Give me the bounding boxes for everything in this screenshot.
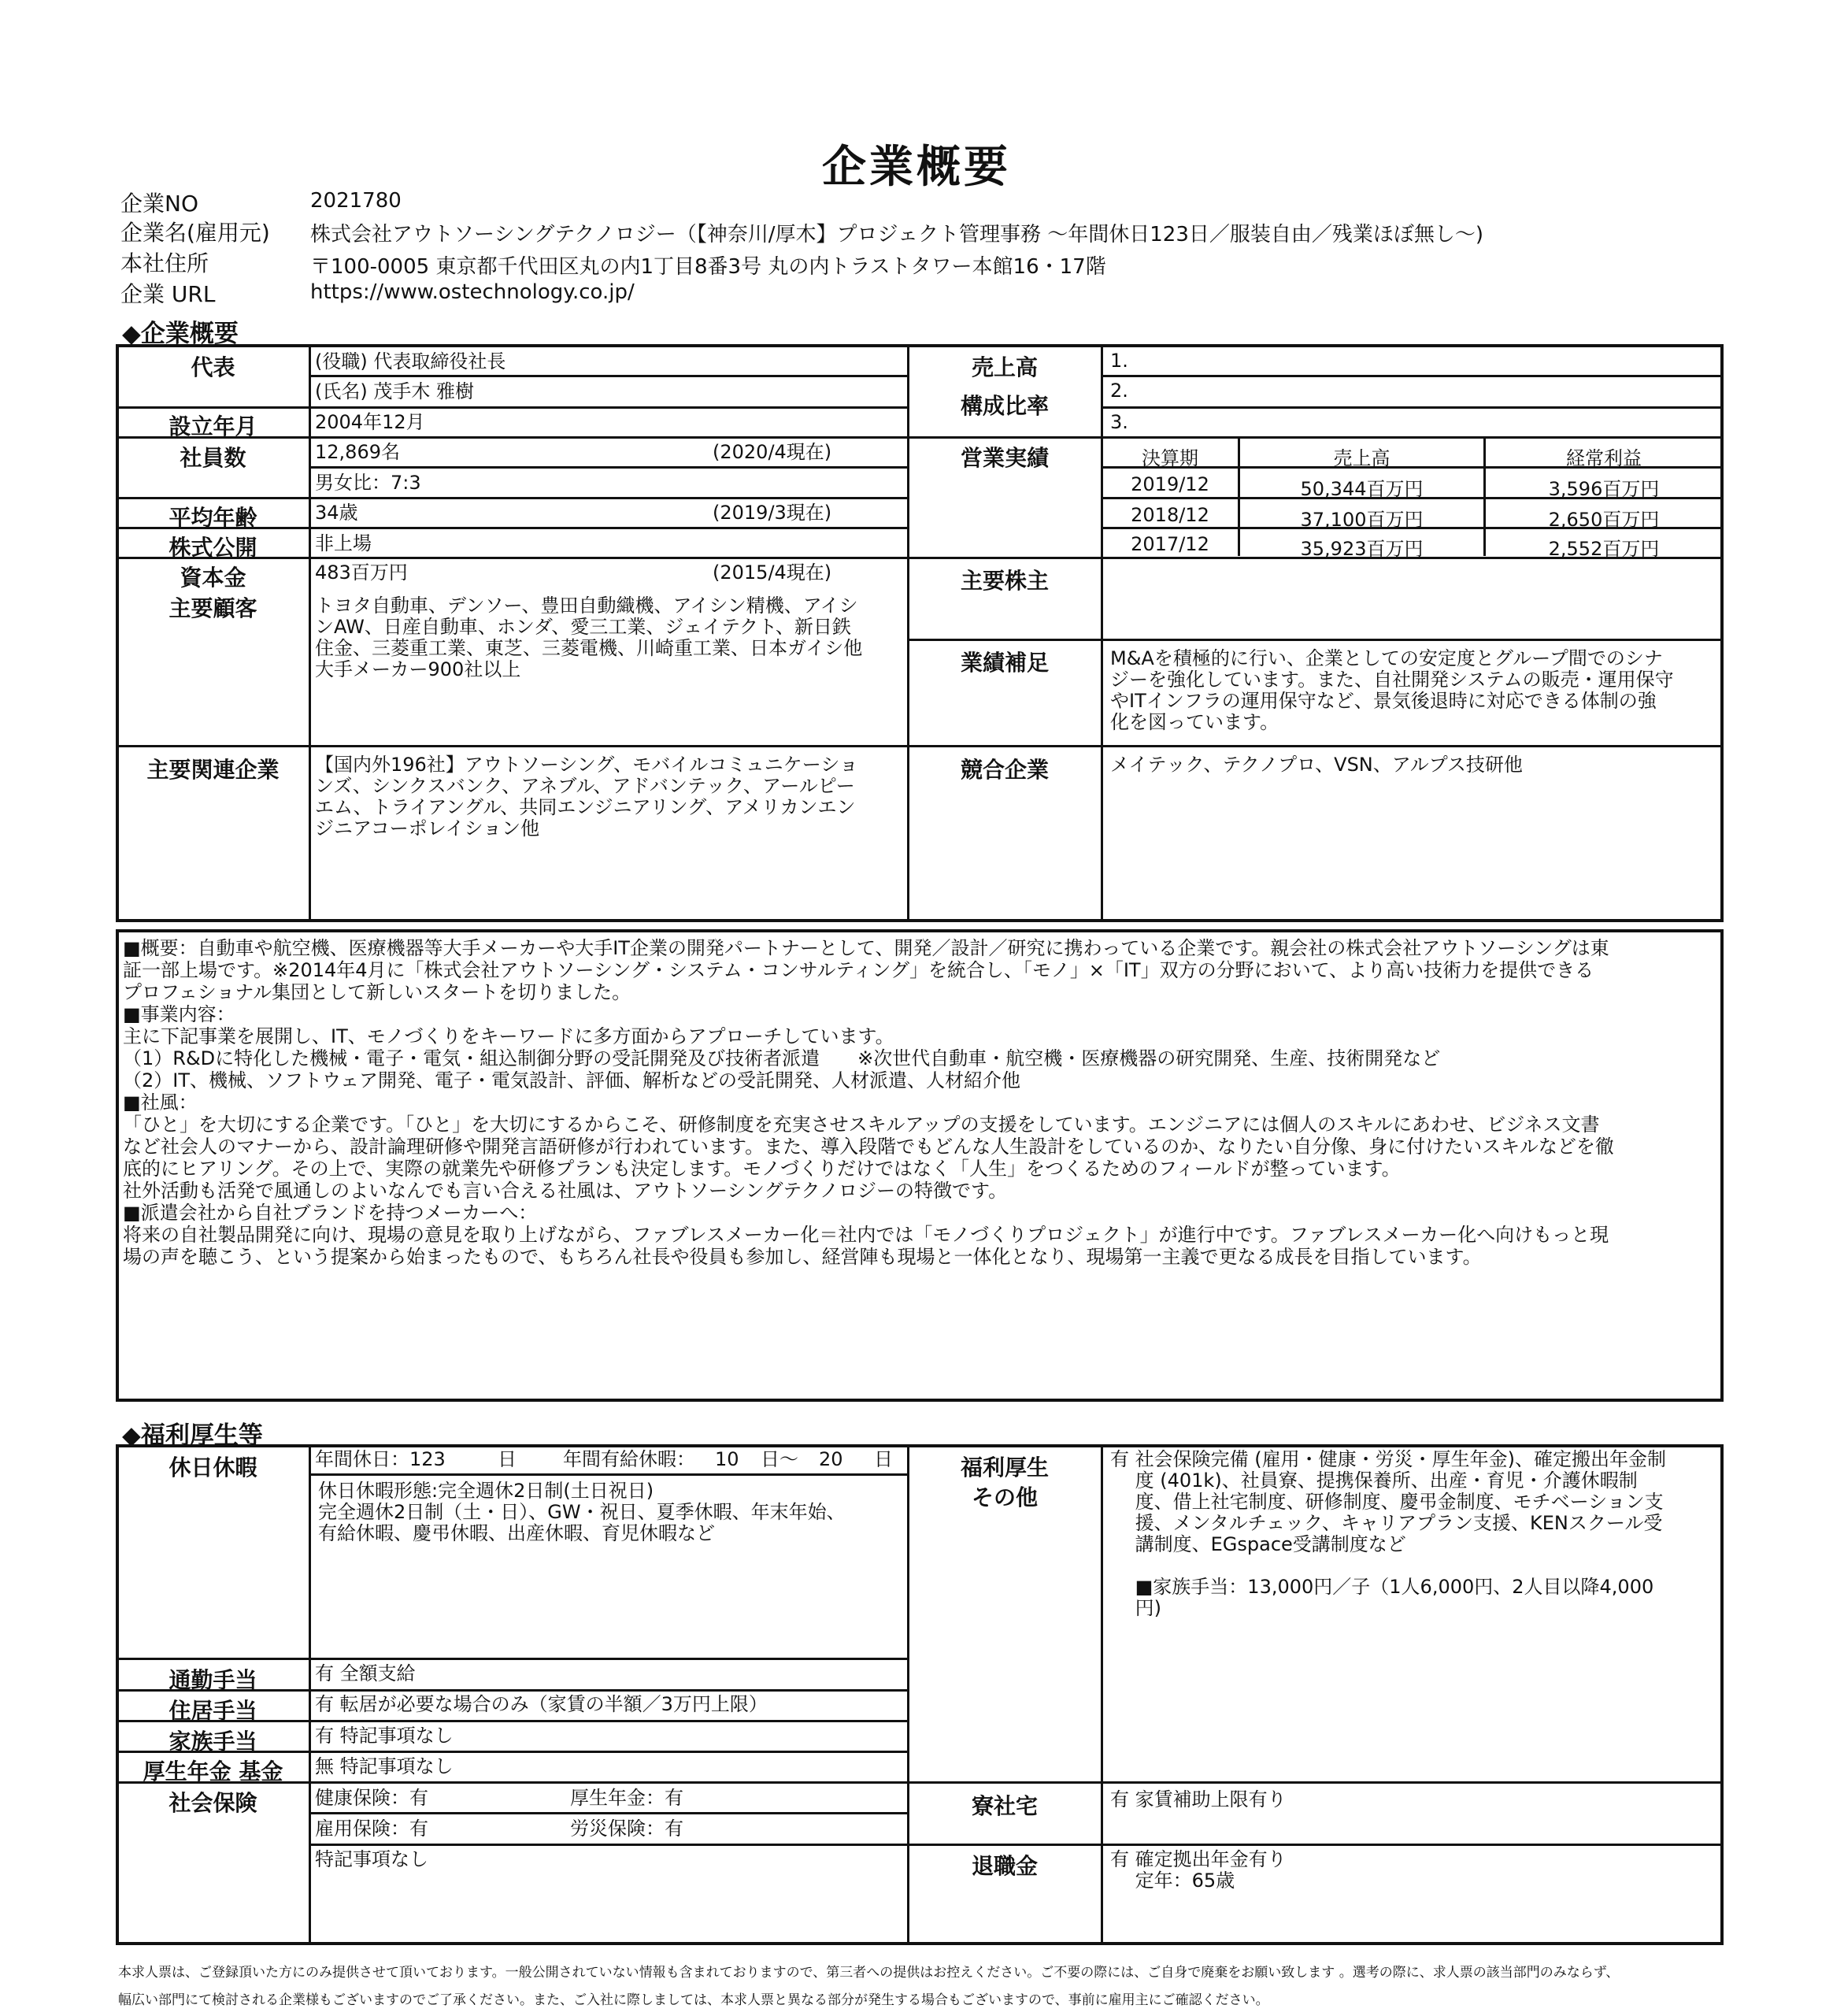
section-heading-overview: ◆企業概要	[122, 320, 239, 348]
social-label: 社会保険	[168, 1790, 257, 1816]
company-description: ■概要：自動車や航空機、医療機器等大手メーカーや大手IT企業の開発パートナーとして、開発／設計／研究に携わっている企業です。親会社の株式会社アウトソーシングは東 証一部上場です。※2014年4月に「株式会社アウトソーシング・システム・コンサルティング」を統合し、「モノ」×「IT」双方の分野において、より高い技術力を提供できる プロフェショナル集団として新しいスタートを切りました。 ■事業内容： 主に下記事業を展開し、IT、モノづくりをキーワードに多方面からアプローチしています。 （1）R&Dに特化した機械・電子・電気・組込制御分野の受託開発及び技術者派遣 ※次世代自動車・航空機・医療機器の研究開発、生産、技術開発など （2）IT、機械、ソフトウェア開発、電子・電気設計、評価、解析などの受託開発、人材派遣、人材紹介他 ■社風： 「ひと」を大切にする企業です。「ひと」を大切にするからこそ、研修制度を充実させスキルアップの支援をしています。エンジニアには個人のスキルにあわせ、ビジネス文書 など社会人のマナーから、設計論理研修や開発言語研修が行われています。また、導入段階でもどんな人生設計をしているのか、なりたい自分像、身に付けたいスキルなどを徹 底的にヒアリング。その上で、実際の就業先や研修プランも決定します。モノづくりだけではなく「人生」をつくるためのフィールドが整っています。 社外活動も活発で風通しのよいなんでも言い合える社風は、アウトソーシングテクノロジーの特徴です。 ■派遣会社から自社ブランドを持つメーカーへ： 将来の自社製品開発に向け、現場の意見を取り上げながら、ファブレスメーカー化＝社内では「モノづくりプロジェクト」が進行中です。ファブレスメーカー化へ向けもっと現 場の声を聴こう、という提案から始まったもので、もちろん社長や役員も参加し、経営陣も現場と一体化となり、現場第一主義で更なる成長を目指しています。	[123, 937, 1614, 1268]
competitors: メイテック、テクノプロ、VSN、アルプス技研他	[1110, 754, 1523, 776]
rep-title: (役職) 代表取締役社長	[315, 350, 506, 372]
results-row-profit: 2,650百万円	[1548, 509, 1660, 531]
address: 〒100-0005 東京都千代田区丸の内1丁目8番3号 丸の内トラストタワー本館16・17階	[310, 255, 1106, 279]
results-label: 営業実績	[960, 445, 1049, 471]
results-row-period: 2017/12	[1131, 533, 1209, 555]
family: 有 特記事項なし	[315, 1725, 454, 1747]
welfare-label-2: その他	[971, 1484, 1038, 1510]
employees: 12,869名	[315, 441, 400, 463]
paid-leave-label: 年間有給休暇：	[563, 1448, 695, 1470]
supplement-label: 業績補足	[960, 650, 1049, 676]
results-row-sales: 37,100百万円	[1300, 509, 1424, 531]
ratio-label: 構成比率	[960, 393, 1049, 419]
listing: 非上場	[315, 532, 372, 554]
family-label: 家族手当	[168, 1729, 257, 1755]
founded: 2004年12月	[315, 411, 425, 433]
results-row-period: 2018/12	[1131, 504, 1209, 526]
commute: 有 全額支給	[315, 1662, 416, 1684]
listing-label: 株式公開	[168, 535, 257, 561]
footer-note-1: 本求人票は、ご登録頂いた方にのみ提供させて頂いております。一般公開されていない情報も含まれておりますので、第三者への提供はお控えください。ご不要の際には、ご自身で廃棄をお願い致します 。選考の際に、求人票の該当部門のみならず、	[118, 1965, 1620, 1981]
avg-age: 34歳	[315, 502, 358, 524]
company-name-label: 企業名(雇用元)	[120, 220, 270, 246]
sales-label: 売上高	[971, 354, 1038, 380]
welfare-detail: 有 社会保険完備 (雇用・健康・労災・厚生年金)、確定搬出年金制 度 (401k)、社員寮、提携保養所、出産・育児・介護休暇制 度、借上社宅制度、研修制度、慶弔金制度、モチベーション支 援、メンタルチェック、キャリアプラン支援、KENスクール受 講制度、EGspace受講制度など ■家族手当：13,000円／子（1人6,000円、2人目以降4,000 円)	[1110, 1448, 1666, 1619]
pension-fund: 無 特記事項なし	[315, 1755, 454, 1777]
results-row-profit: 2,552百万円	[1548, 538, 1660, 560]
company-no: 2021780	[310, 189, 402, 213]
results-row-sales: 50,344百万円	[1300, 478, 1424, 500]
related: 【国内外196社】アウトソーシング、モバイルコミュニケーショ ンズ、シンクスバンク、アネブル、アドバンテック、アールピー エム、トライアングル、共同エンジニアリング、アメリカンエン ジニアコーポレイション他	[315, 754, 858, 839]
paid-leave-mid: 日～	[761, 1448, 798, 1470]
annual-holidays-unit: 日	[498, 1448, 517, 1470]
welfare-label: 福利厚生	[960, 1455, 1049, 1480]
company-name: 株式会社アウトソーシングテクノロジー（【神奈川/厚木】プロジェクト管理事務 ～年間休日123日／服装自由／残業ほぼ無し～)	[310, 223, 1484, 246]
paid-leave-from: 10	[715, 1448, 739, 1470]
capital-date: (2015/4現在)	[713, 561, 832, 584]
results-header-period: 決算期	[1142, 447, 1198, 469]
social-note: 特記事項なし	[315, 1848, 428, 1870]
footer-note-2: 幅広い部門にて検討される企業様もございますのでご了承ください。また、ご入社に際しましては、本求人票と異なる部分が発生する場合もございますので、事前に雇用主にご確認ください。	[118, 1992, 1269, 2008]
rep-name: (氏名) 茂手木 雅樹	[315, 380, 474, 402]
clients-label: 主要顧客	[168, 595, 257, 621]
workers-insurance: 労災保険：有	[570, 1818, 683, 1840]
page-title: 企業概要	[822, 142, 1011, 193]
capital: 483百万円	[315, 561, 408, 584]
company-no-label: 企業NO	[120, 191, 198, 217]
avg-age-label: 平均年齢	[168, 505, 257, 531]
health-insurance: 健康保険：有	[315, 1787, 428, 1809]
ratio-2: 2.	[1110, 380, 1128, 402]
employees-date: (2020/4現在)	[713, 441, 832, 463]
shareholders-label: 主要株主	[960, 568, 1049, 594]
dorm: 有 家賃補助上限有り	[1110, 1788, 1287, 1810]
url-label: 企業 URL	[120, 281, 216, 307]
results-row-period: 2019/12	[1131, 473, 1209, 495]
results-header-sales: 売上高	[1333, 447, 1390, 469]
housing-label: 住居手当	[168, 1698, 257, 1724]
holiday-detail: 休日休暇形態:完全週休2日制(土日祝日) 完全週休2日制（土・日）、GW・祝日、夏季休暇、年末年始、 有給休暇、慶弔休暇、出産休暇、育児休暇など	[318, 1480, 846, 1544]
dorm-label: 寮社宅	[971, 1793, 1038, 1819]
paid-leave-to: 20	[819, 1448, 843, 1470]
competitors-label: 競合企業	[960, 757, 1049, 783]
pension-insurance: 厚生年金：有	[570, 1787, 683, 1809]
clients: トヨタ自動車、デンソー、豊田自動織機、アイシン精機、アイシ ンAW、日産自動車、ホンダ、愛三工業、ジェイテクト、新日鉄 住金、三菱重工業、東芝、三菱電機、川崎重工業、日本ガイシ他 大手メーカー900社以上	[315, 595, 863, 680]
ratio-1: 1.	[1110, 350, 1128, 372]
employment-insurance: 雇用保険：有	[315, 1818, 428, 1840]
supplement: M&Aを積極的に行い、企業としての安定度とグループ間でのシナ ジーを強化しています。また、自社開発システムの販売・運用保守 やITインフラの運用保守など、景気後退時に対応できる体制の強 化を図っています。	[1110, 647, 1674, 733]
paid-leave-unit: 日	[874, 1448, 893, 1470]
pension-fund-label: 厚生年金 基金	[143, 1758, 283, 1784]
commute-label: 通勤手当	[168, 1667, 257, 1693]
company-url[interactable]: https://www.ostechnology.co.jp/	[310, 280, 635, 304]
founded-label: 設立年月	[168, 413, 257, 439]
results-header-profit: 経常利益	[1566, 447, 1642, 469]
housing: 有 転居が必要な場合のみ（家賃の半額／3万円上限）	[315, 1693, 768, 1715]
results-row-profit: 3,596百万円	[1548, 478, 1660, 500]
holiday-label: 休日休暇	[168, 1455, 257, 1480]
address-label: 本社住所	[120, 250, 209, 276]
employees-label: 社員数	[180, 445, 246, 471]
gender-ratio: 男女比：7:3	[315, 472, 421, 494]
section-heading-benefits: ◆福利厚生等	[122, 1421, 263, 1450]
related-label: 主要関連企業	[146, 757, 280, 783]
rep-label: 代表	[191, 354, 235, 380]
retirement: 有 確定拠出年金有り 定年：65歳	[1110, 1848, 1287, 1892]
retirement-label: 退職金	[971, 1853, 1038, 1879]
capital-label: 資本金	[180, 565, 246, 591]
avg-age-date: (2019/3現在)	[713, 502, 832, 524]
results-row-sales: 35,923百万円	[1300, 538, 1424, 560]
ratio-3: 3.	[1110, 411, 1128, 433]
annual-holidays: 年間休日：123	[315, 1448, 446, 1470]
